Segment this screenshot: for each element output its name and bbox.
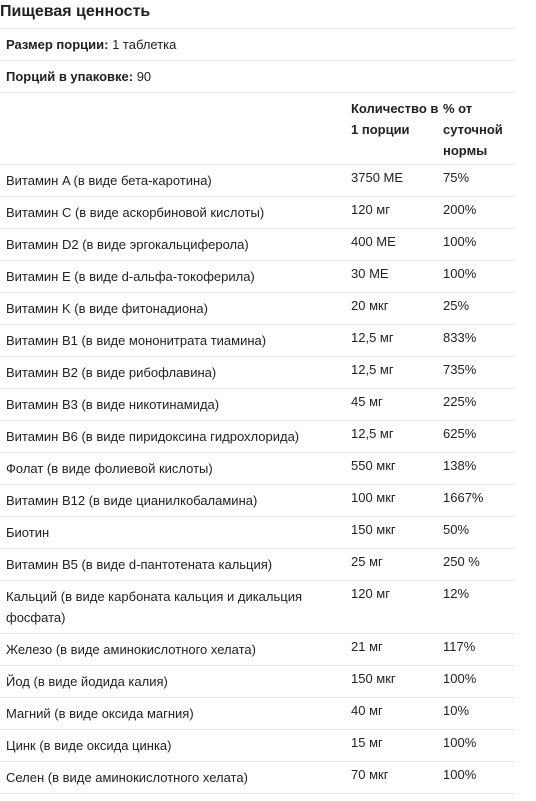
nutrient-daily-value: 75%: [443, 170, 470, 185]
table-row: [0, 325, 515, 357]
nutrient-daily-value: 250 %: [443, 554, 480, 569]
servings-per-container-row: [0, 61, 515, 93]
nutrient-daily-value: 10%: [443, 703, 470, 718]
nutrient-daily-value: 1667%: [443, 490, 484, 505]
serving-size-value: 1 таблетка: [112, 37, 177, 52]
servings-per-container-label: Порций в упаковке:: [6, 69, 134, 84]
nutrient-amount: 550 мкг: [351, 458, 396, 473]
nutrient-daily-value: 100%: [443, 234, 477, 249]
nutrient-name: Биотин: [6, 525, 50, 540]
nutrient-amount: 45 мг: [351, 394, 383, 409]
servings-per-container-value: 90: [136, 69, 152, 84]
table-row: [0, 389, 515, 421]
table-row: [0, 666, 515, 698]
table-row: [0, 165, 515, 197]
nutrient-name: Витамин K (в виде фитонадиона): [6, 301, 208, 316]
nutrient-name: Витамин B6 (в виде пиридоксина гидрохлорида): [6, 429, 300, 444]
table-row: [0, 453, 515, 485]
nutrient-amount: 15 мг: [351, 735, 383, 750]
nutrient-amount: 12,5 мг: [351, 426, 394, 441]
table-header-row: [0, 93, 515, 165]
nutrient-amount: 12,5 мг: [351, 362, 394, 377]
nutrient-amount: 3750 МЕ: [351, 170, 404, 185]
nutrient-amount: 21 мг: [351, 639, 383, 654]
nutrient-amount: 70 мкг: [351, 767, 389, 782]
table-row: [0, 549, 515, 581]
serving-size-row: [0, 29, 515, 61]
nutrient-name: Витамин B5 (в виде d-пантотената кальция): [6, 557, 273, 572]
table-row: [0, 581, 515, 634]
table-row: [0, 762, 515, 794]
table-row: [0, 698, 515, 730]
nutrient-daily-value: 100%: [443, 735, 477, 750]
table-body: [0, 165, 515, 794]
nutrient-name: Селен (в виде аминокислотного хелата): [6, 770, 248, 785]
nutrient-amount: 150 мкг: [351, 522, 396, 537]
nutrient-name: Витамин E (в виде d-альфа-токоферила): [6, 269, 255, 284]
table-row: [0, 229, 515, 261]
nutrient-name: Витамин B1 (в виде мононитрата тиамина): [6, 333, 267, 348]
daily-value-column-header: % от суточной нормы: [443, 101, 503, 158]
nutrient-name: Витамин C (в виде аскорбиновой кислоты): [6, 205, 265, 220]
nutrient-name: Фолат (в виде фолиевой кислоты): [6, 461, 213, 476]
nutrient-name: Цинк (в виде оксида цинка): [6, 738, 172, 753]
nutrient-daily-value: 100%: [443, 767, 477, 782]
table-row: [0, 197, 515, 229]
nutrient-amount: 120 мг: [351, 586, 390, 601]
nutrient-amount: 30 МЕ: [351, 266, 389, 281]
nutrient-name: Магний (в виде оксида магния): [6, 706, 194, 721]
table-row: [0, 730, 515, 762]
nutrient-daily-value: 625%: [443, 426, 477, 441]
table-row: [0, 357, 515, 389]
nutrient-amount: 400 МЕ: [351, 234, 396, 249]
nutrient-amount: 150 мкг: [351, 671, 396, 686]
nutrient-daily-value: 833%: [443, 330, 477, 345]
table-row: [0, 421, 515, 453]
nutrient-daily-value: 25%: [443, 298, 470, 313]
nutrient-daily-value: 100%: [443, 671, 477, 686]
nutrient-amount: 100 мкг: [351, 490, 396, 505]
nutrient-name: Витамин B2 (в виде рибофлавина): [6, 365, 217, 380]
nutrient-name: Витамин D2 (в виде эргокальциферола): [6, 237, 249, 252]
nutrient-daily-value: 735%: [443, 362, 477, 377]
nutrient-amount: 12,5 мг: [351, 330, 394, 345]
nutrient-daily-value: 12%: [443, 586, 470, 601]
nutrient-amount: 120 мг: [351, 202, 390, 217]
table-row: [0, 634, 515, 666]
table-row: [0, 517, 515, 549]
nutrient-daily-value: 225%: [443, 394, 477, 409]
nutrient-amount: 25 мг: [351, 554, 383, 569]
table-row: [0, 485, 515, 517]
table-row: [0, 293, 515, 325]
amount-column-header: Количество в 1 порции: [351, 101, 439, 137]
nutrient-name: Йод (в виде йодида калия): [6, 674, 168, 689]
nutrient-daily-value: 100%: [443, 266, 477, 281]
nutrient-amount: 20 мкг: [351, 298, 389, 313]
nutrient-name: Витамин A (в виде бета-каротина): [6, 173, 212, 188]
table-title: Пищевая ценность: [0, 0, 515, 29]
nutrient-name: Витамин B12 (в виде цианилкобаламина): [6, 493, 258, 508]
table-row: [0, 261, 515, 293]
nutrient-name: Витамин B3 (в виде никотинамида): [6, 397, 220, 412]
nutrient-daily-value: 138%: [443, 458, 477, 473]
nutrient-name: Железо (в виде аминокислотного хелата): [6, 642, 256, 657]
nutrient-name: Кальций (в виде карбоната кальция и дикальция фосфата): [6, 589, 303, 625]
nutrient-amount: 40 мг: [351, 703, 383, 718]
nutrient-daily-value: 117%: [443, 639, 476, 654]
nutrient-daily-value: 200%: [443, 202, 477, 217]
serving-size-label: Размер порции:: [6, 37, 109, 52]
nutrient-daily-value: 50%: [443, 522, 470, 537]
